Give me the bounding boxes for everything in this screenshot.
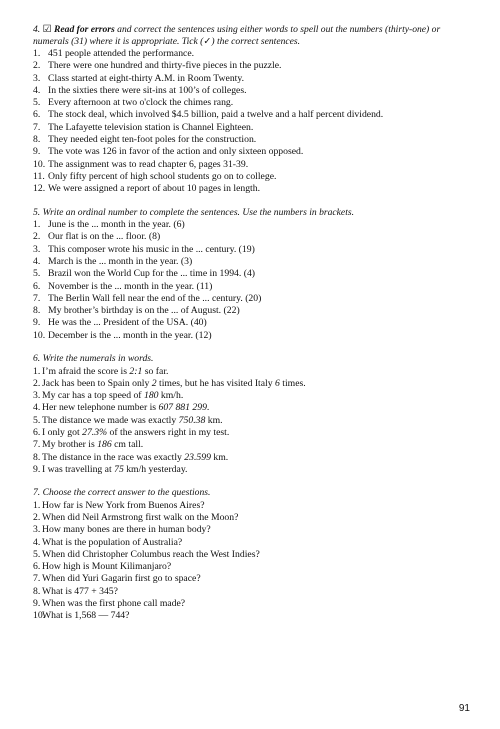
checkbox-icon: ☑ [42,24,52,35]
exercise-number: 5. [33,206,41,218]
numeral: 2 [151,377,157,389]
numeral: 75 [114,463,124,475]
list-item [33,464,473,476]
numeral: 186 [97,439,112,451]
item-text: When was the first phone call made? [42,598,186,610]
list-item [33,48,473,60]
list-item [33,97,473,109]
item-number: 2. [33,231,41,243]
item-text: November is the ... month in the year. (11) [48,280,213,292]
list-item [33,330,473,342]
item-number: 11. [33,170,45,182]
list-item [33,415,473,427]
item-text: What is 1,568 — 744? [42,610,130,622]
list-item [33,586,473,598]
exercise-7-instruction [33,487,473,499]
item-text: My brother is 186 cm tall. [42,439,144,451]
list-item [33,427,473,439]
instruction-text: Write the numerals in words. [42,353,154,365]
item-number: 6. [33,109,41,121]
list-item [33,598,473,610]
item-number: 8. [33,585,41,597]
item-number: 6. [33,280,41,292]
list-item [33,452,473,464]
item-text: He was the ... President of the USA. (40) [48,317,207,329]
item-number: 2. [33,512,41,523]
exercise-7-items [33,500,473,623]
item-text: When did Neil Armstrong first walk on the Moon? [42,512,239,523]
item-number: 4. [33,402,41,414]
item-text: How high is Mount Kilimanjaro? [42,561,172,573]
list-item [33,537,473,549]
item-text: They needed eight ten-foot poles for the construction. [48,134,257,146]
item-number: 1. [33,48,41,59]
list-item [33,378,473,390]
item-text: How far is New York from Buenos Aires? [42,499,205,511]
item-text: Brazil won the World Cup for the ... time in 1994. (4) [48,268,256,280]
item-text: There were one hundred and thirty-five pieces in the puzzle. [48,60,282,72]
item-text: Her new telephone number is 607 881 299. [42,402,210,414]
item-text: When did Yuri Gagarin first go to space? [42,573,201,585]
item-number: 7. [33,439,41,451]
item-number: 7. [33,121,41,133]
item-text: December is the ... month in the year. (12) [48,329,212,341]
item-number: 9. [33,317,41,329]
exercise-7 [33,487,473,622]
item-text: In the sixties there were sit-ins at 100’s of colleges. [48,84,247,96]
item-text: June is the ... month in the year. (6) [48,219,185,231]
list-item [33,366,473,378]
list-item [33,60,473,72]
exercise-6 [33,353,473,476]
item-text: I’m afraid the score is 2:1 so far. [42,365,169,377]
list-item [33,439,473,451]
item-text: We were assigned a report of about 10 pages in length. [48,183,261,195]
item-number: 5. [33,548,41,560]
item-number: 10. [33,329,46,341]
item-text: March is the ... month in the year. (3) [48,255,193,267]
item-text: The distance we made was exactly 750.38 km. [42,414,223,426]
list-item [33,146,473,158]
item-number: 9. [33,146,41,158]
item-number: 2. [33,60,41,72]
list-item [33,85,473,97]
item-text: I only got 27.3% of the answers right in my test. [42,427,230,439]
list-item [33,402,473,414]
numeral: 6 [275,377,280,389]
list-item [33,256,473,268]
item-number: 7. [33,292,41,304]
list-item [33,549,473,561]
exercise-5-instruction [33,207,473,219]
list-item [33,524,473,536]
list-item [33,390,473,402]
item-text: The Berlin Wall fell near the end of the ... century. (20) [48,292,262,304]
list-item [33,122,473,134]
list-item [33,183,473,195]
tick-icon: ✓ [203,35,212,47]
item-number: 9. [33,598,41,610]
exercise-6-items [33,366,473,477]
list-item [33,281,473,293]
exercise-number: 4. [33,24,41,35]
numeral: 23.599 [184,451,211,463]
list-item [33,268,473,280]
item-number: 6. [33,427,41,439]
item-number: 12. [33,183,46,195]
list-item [33,500,473,512]
item-number: 3. [33,243,41,255]
exercise-6-instruction [33,353,473,365]
list-item [33,134,473,146]
item-number: 4. [33,536,41,548]
list-item [33,171,473,183]
numeral: 180 [143,390,159,402]
list-item [33,610,473,622]
item-number: 10. [33,610,46,622]
item-number: 8. [33,451,41,463]
instruction-end: ) the correct sentences. [211,35,301,47]
list-item [33,109,473,121]
list-item [33,73,473,85]
instruction-text: Choose the correct answer to the questions. [42,487,211,499]
instruction-text: Write an ordinal number to complete the sentences. Use the numbers in brackets. [42,206,354,218]
numeral: 750.38 [178,414,206,426]
item-number: 3. [33,524,41,536]
list-item [33,219,473,231]
exercise-5-items [33,219,473,342]
list-item [33,231,473,243]
item-text: What is 477 + 345? [42,585,118,597]
item-number: 3. [33,390,41,402]
item-number: 2. [33,377,41,389]
item-number: 4. [33,84,41,96]
item-text: Class started at eight-thirty A.M. in Room Twenty. [48,72,245,84]
item-number: 8. [33,134,41,146]
instruction-text: and correct the sentences using either words to spell out the numbers (thirty-one) or numerals (31) where it is appropriate. Tick ( [33,24,441,47]
item-text: The vote was 126 in favor of the action and only sixteen opposed. [48,146,304,158]
item-number: 5. [33,97,41,109]
page-number: 91 [458,703,470,714]
item-number: 3. [33,72,41,84]
item-number: 1. [33,499,41,511]
item-text: Only fifty percent of high school students go on to college. [48,170,277,182]
page-content [33,24,473,634]
item-number: 5. [33,268,41,280]
item-text: Jack has been to Spain only 2 times, but he has visited Italy 6 times. [42,377,306,389]
exercise-number: 7. [33,487,41,499]
item-text: Our flat is on the ... floor. (8) [48,231,161,243]
item-text: I was travelling at 75 km/h yesterday. [42,463,188,475]
list-item [33,561,473,573]
item-number: 4. [33,255,41,267]
item-number: 1. [33,365,41,377]
list-item [33,159,473,171]
list-item [33,573,473,585]
item-text: The Lafayette television station is Channel Eighteen. [48,121,254,133]
item-text: Every afternoon at two o'clock the chimes rang. [48,97,234,109]
item-text: What is the population of Australia? [42,536,183,548]
item-text: My car has a top speed of 180 km/h. [42,390,184,402]
list-item [33,512,473,524]
item-text: The distance in the race was exactly 23.599 km. [42,451,229,463]
numeral: 607 881 299 [158,402,207,414]
list-item [33,317,473,329]
item-text: How many bones are there in human body? [42,524,211,536]
list-item [33,244,473,256]
item-text: My brother’s birthday is on the ... of August. (22) [48,305,240,317]
item-number: 9. [33,463,41,475]
numeral: 27.3% [82,427,108,439]
item-number: 7. [33,573,41,585]
exercise-5 [33,207,473,342]
item-number: 1. [33,219,41,231]
item-text: This composer wrote his music in the ... century. (19) [48,243,255,255]
item-text: The assignment was to read chapter 6, pages 31-39. [48,158,249,170]
item-number: 6. [33,561,41,573]
instruction-bold: Read for errors [53,24,115,35]
list-item [33,305,473,317]
item-number: 10. [33,158,46,170]
list-item [33,293,473,305]
item-text: When did Christopher Columbus reach the West Indies? [42,548,260,560]
exercise-number: 6. [33,353,41,365]
item-text: The stock deal, which involved $4.5 billion, paid a twelve and a half percent dividend. [48,109,384,121]
numeral: 2:1 [129,365,143,377]
exercise-4-instruction [33,24,473,47]
item-number: 8. [33,305,41,317]
exercise-4-items [33,48,473,196]
item-number: 5. [33,414,41,426]
item-text: 451 people attended the performance. [48,48,195,59]
exercise-4 [33,24,473,196]
